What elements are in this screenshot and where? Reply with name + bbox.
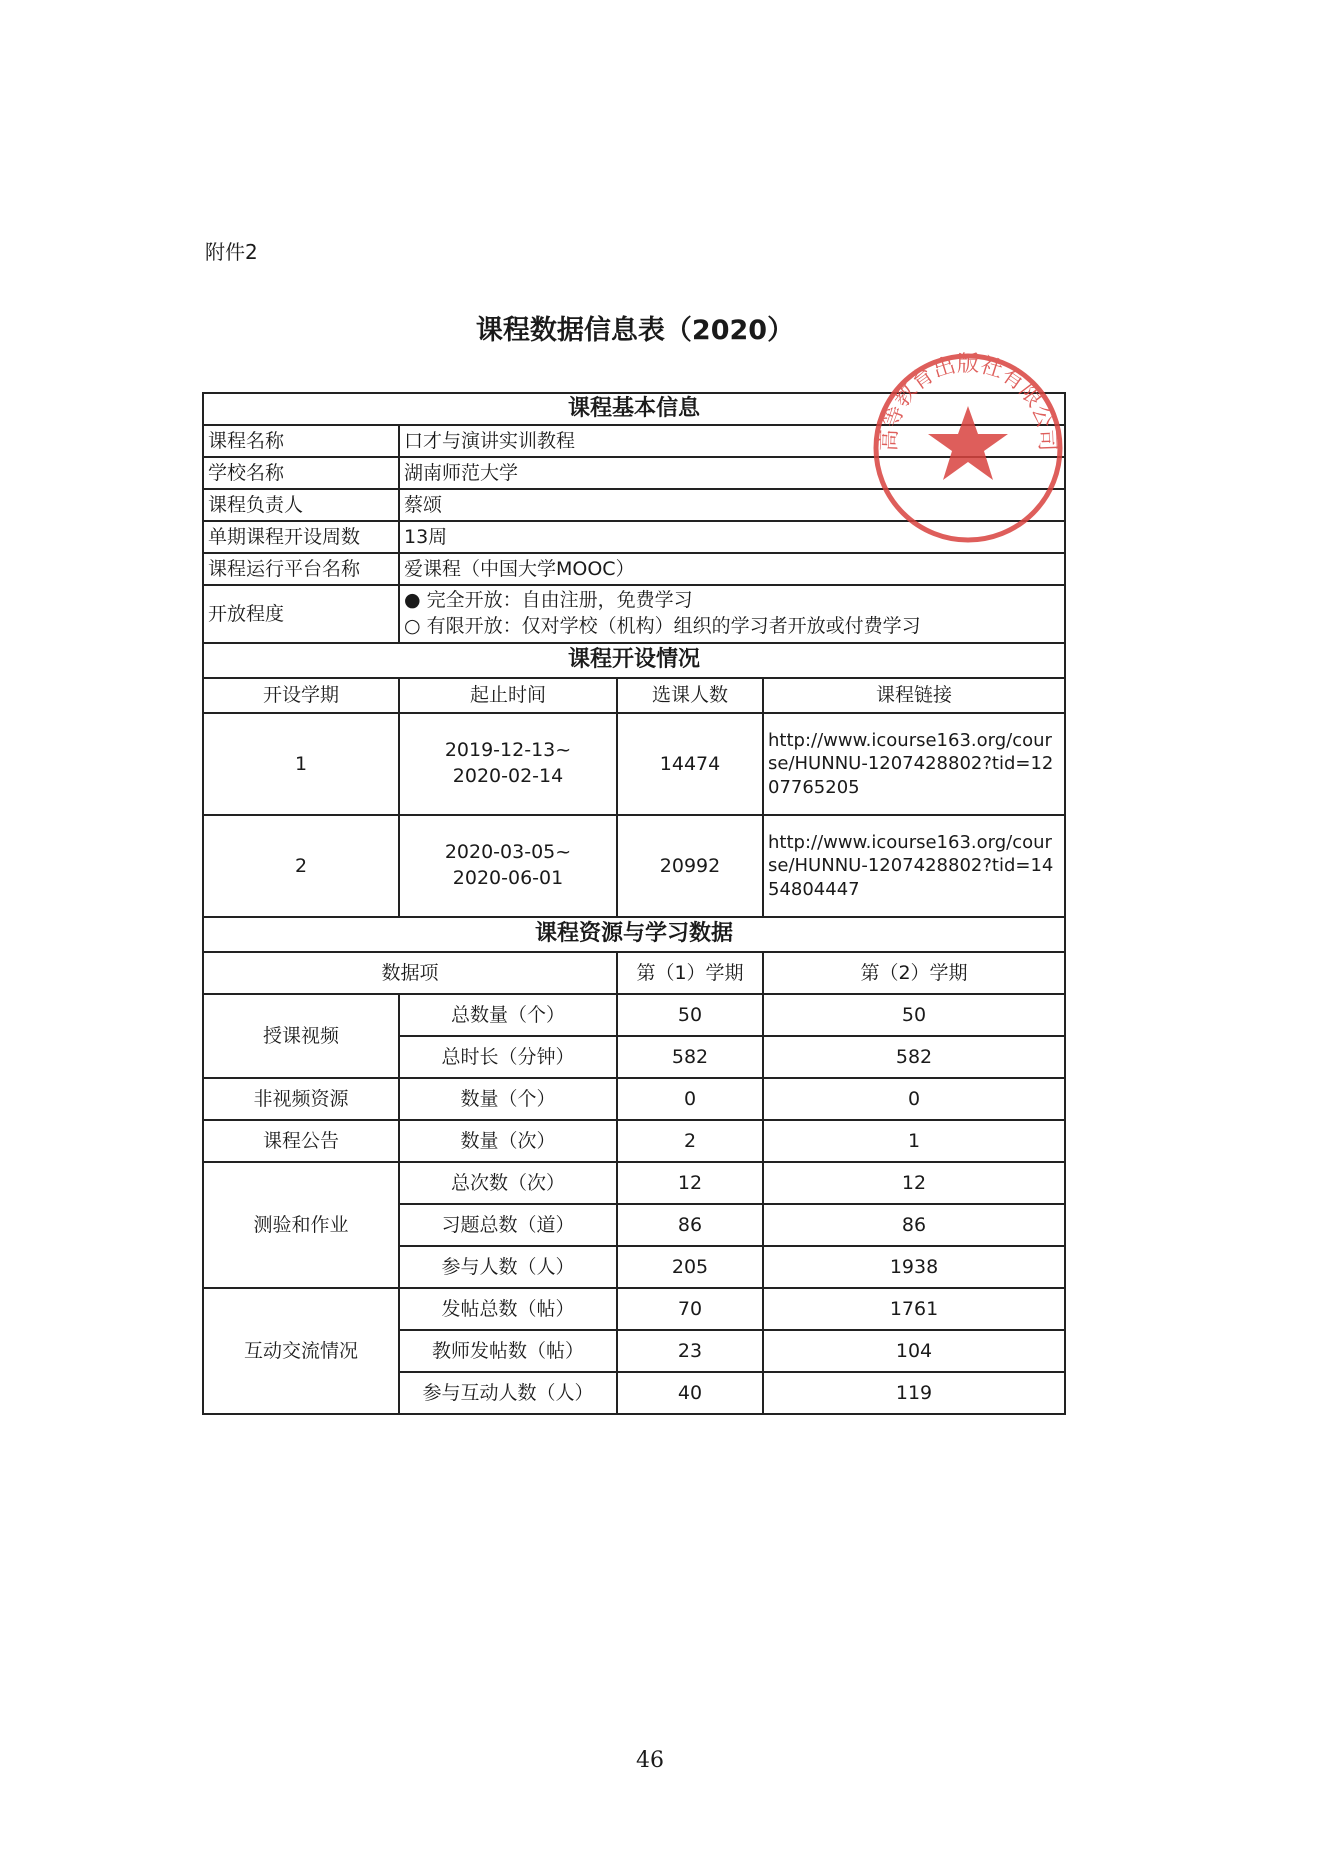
term-number: 2 — [203, 815, 399, 917]
column-header: 起止时间 — [399, 678, 617, 713]
course-link: http://www.icourse163.org/course/HUNNU-1207428802?tid=1454804447 — [763, 815, 1065, 917]
enrolled-count: 20992 — [617, 815, 763, 917]
term1-value: 86 — [617, 1204, 763, 1246]
item-label: 教师发帖数（帖） — [399, 1330, 617, 1372]
term1-value: 23 — [617, 1330, 763, 1372]
group-label: 授课视频 — [203, 994, 399, 1078]
attachment-label: 附件2 — [205, 240, 258, 264]
term1-value: 2 — [617, 1120, 763, 1162]
field-label: 单期课程开设周数 — [203, 521, 399, 553]
official-seal-icon — [868, 348, 1068, 548]
field-value: 口才与演讲实训教程 — [399, 425, 1065, 457]
table-row — [203, 1078, 1065, 1120]
seal-text: 高等教育出版社有限公司 — [876, 352, 1060, 452]
table-row — [203, 553, 1065, 585]
field-value: 蔡颂 — [399, 489, 1065, 521]
openness-options — [399, 585, 1065, 643]
term2-value: 12 — [763, 1162, 1065, 1204]
column-header: 第（2）学期 — [763, 952, 1065, 994]
item-label: 数量（个） — [399, 1078, 617, 1120]
term1-value: 50 — [617, 994, 763, 1036]
term1-value: 40 — [617, 1372, 763, 1414]
term2-value: 86 — [763, 1204, 1065, 1246]
field-label: 开放程度 — [203, 585, 399, 643]
field-value: 13周 — [399, 521, 1065, 553]
term-end: 2020-02-14 — [452, 765, 564, 787]
item-label: 习题总数（道） — [399, 1204, 617, 1246]
term2-value: 1 — [763, 1120, 1065, 1162]
column-header: 开设学期 — [203, 678, 399, 713]
item-label: 数量（次） — [399, 1120, 617, 1162]
item-label: 发帖总数（帖） — [399, 1288, 617, 1330]
term2-value: 582 — [763, 1036, 1065, 1078]
item-label: 参与互动人数（人） — [399, 1372, 617, 1414]
table-row — [203, 1288, 1065, 1330]
page-number: 46 — [636, 1748, 664, 1773]
table-row — [203, 994, 1065, 1036]
term-end: 2020-06-01 — [452, 867, 564, 889]
column-header: 第（1）学期 — [617, 952, 763, 994]
term1-value: 205 — [617, 1246, 763, 1288]
course-link: http://www.icourse163.org/course/HUNNU-1207428802?tid=1207765205 — [763, 713, 1065, 815]
term-dates — [399, 713, 617, 815]
group-label: 非视频资源 — [203, 1078, 399, 1120]
term2-value: 1761 — [763, 1288, 1065, 1330]
section-offering: 课程开设情况 — [203, 643, 1065, 678]
term2-value: 119 — [763, 1372, 1065, 1414]
term1-value: 0 — [617, 1078, 763, 1120]
table-row — [203, 713, 1065, 815]
table-row — [203, 815, 1065, 917]
term-number: 1 — [203, 713, 399, 815]
group-label: 测验和作业 — [203, 1162, 399, 1288]
term-dates — [399, 815, 617, 917]
item-label: 总数量（个） — [399, 994, 617, 1036]
group-label: 课程公告 — [203, 1120, 399, 1162]
field-label: 课程负责人 — [203, 489, 399, 521]
term2-value: 50 — [763, 994, 1065, 1036]
term1-value: 582 — [617, 1036, 763, 1078]
openness-option-full: ● 完全开放：自由注册，免费学习 — [404, 589, 693, 612]
openness-option-limited: ○ 有限开放：仅对学校（机构）组织的学习者开放或付费学习 — [404, 615, 921, 637]
term2-value: 1938 — [763, 1246, 1065, 1288]
section-resources: 课程资源与学习数据 — [203, 917, 1065, 952]
column-header: 数据项 — [203, 952, 617, 994]
field-label: 课程运行平台名称 — [203, 553, 399, 585]
column-headers — [203, 678, 1065, 713]
table-row — [203, 1162, 1065, 1204]
column-headers — [203, 952, 1065, 994]
group-label: 互动交流情况 — [203, 1288, 399, 1414]
document-title: 课程数据信息表（2020） — [475, 315, 795, 346]
enrolled-count: 14474 — [617, 713, 763, 815]
term-start: 2019-12-13~ — [444, 739, 572, 762]
term-start: 2020-03-05~ — [444, 841, 572, 864]
table-row — [203, 1120, 1065, 1162]
column-header: 选课人数 — [617, 678, 763, 713]
term1-value: 12 — [617, 1162, 763, 1204]
field-value: 湖南师范大学 — [399, 457, 1065, 489]
term2-value: 0 — [763, 1078, 1065, 1120]
table-row — [203, 585, 1065, 643]
field-label: 课程名称 — [203, 425, 399, 457]
column-header: 课程链接 — [763, 678, 1065, 713]
field-value: 爱课程（中国大学MOOC） — [399, 553, 1065, 585]
field-label: 学校名称 — [203, 457, 399, 489]
item-label: 参与人数（人） — [399, 1246, 617, 1288]
item-label: 总次数（次） — [399, 1162, 617, 1204]
term2-value: 104 — [763, 1330, 1065, 1372]
term1-value: 70 — [617, 1288, 763, 1330]
section-basic-info: 课程基本信息 — [203, 393, 1065, 425]
item-label: 总时长（分钟） — [399, 1036, 617, 1078]
